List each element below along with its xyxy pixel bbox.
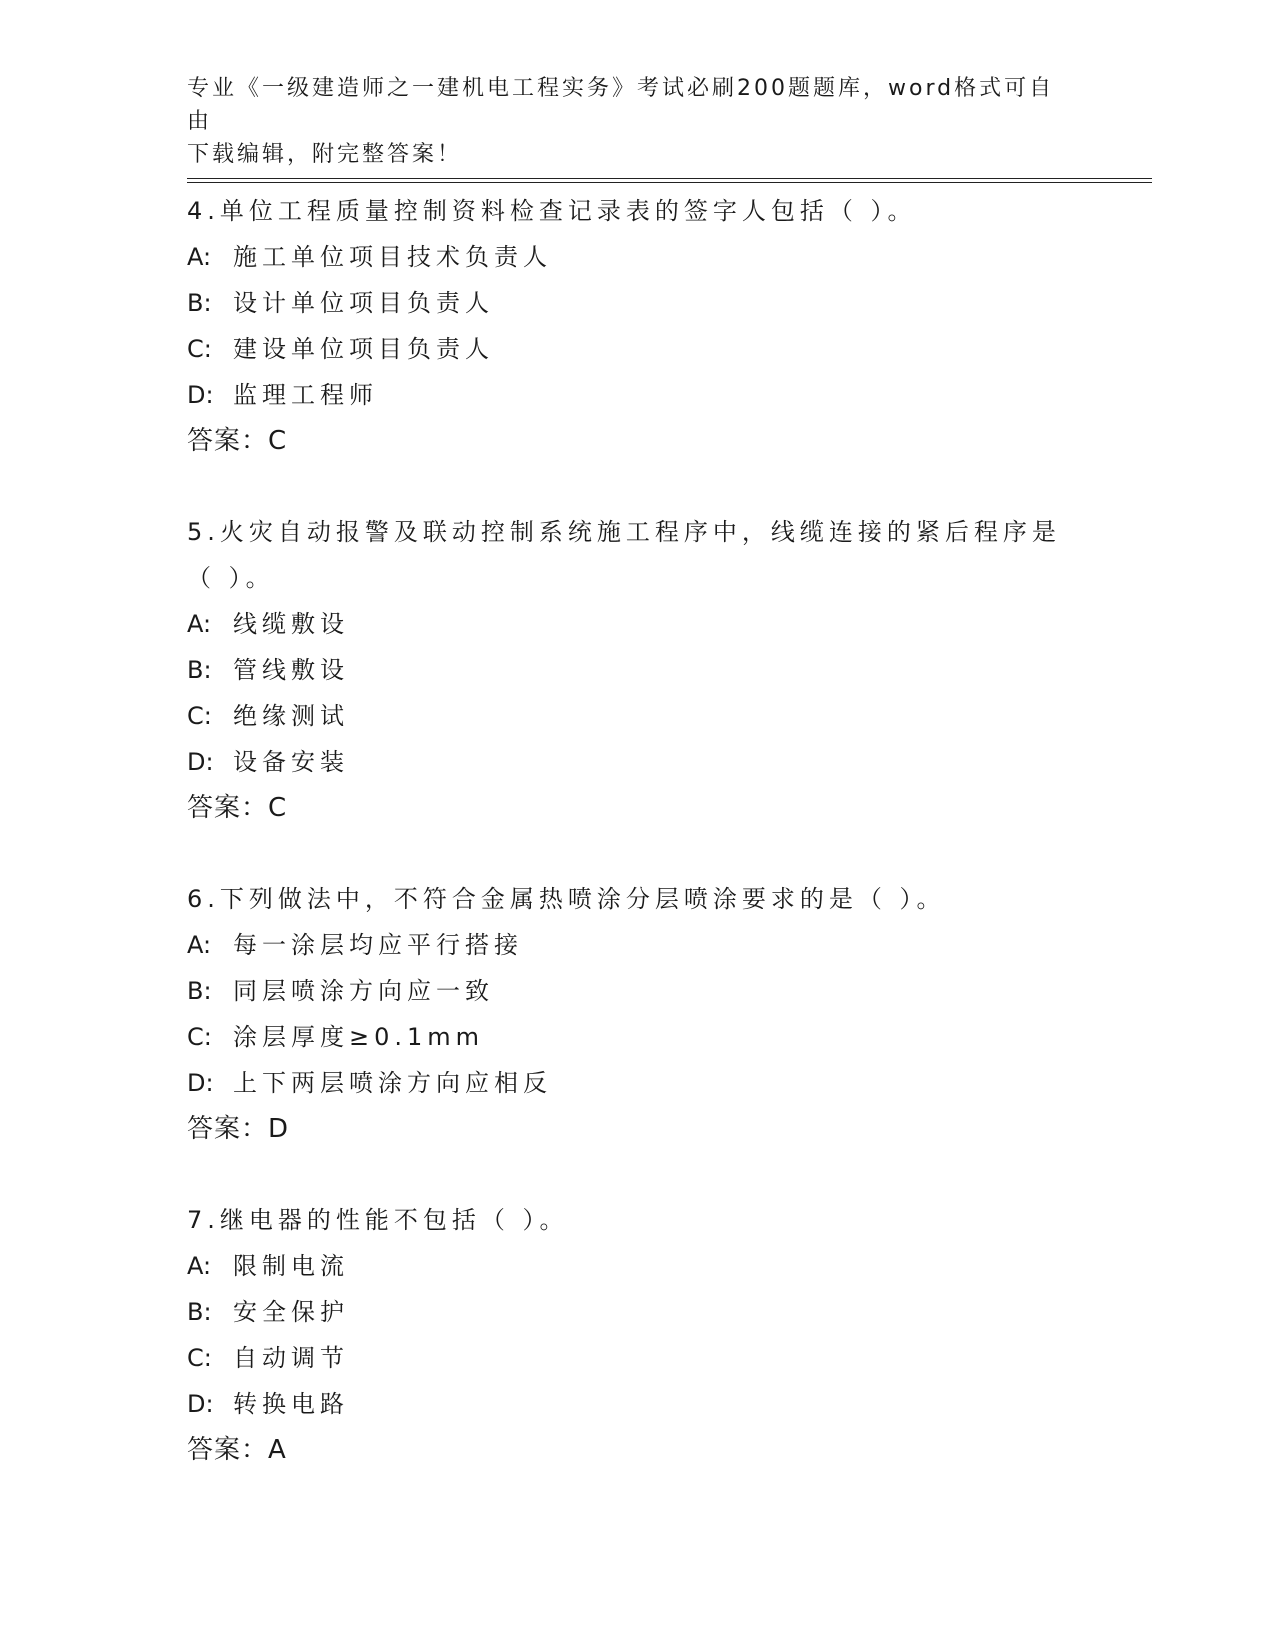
option-letter: B:	[187, 1298, 212, 1326]
option-text: 上下两层喷涂方向应相反	[233, 1069, 552, 1097]
option-d	[187, 739, 1087, 785]
option-letter: A:	[187, 610, 212, 638]
option-letter: B:	[187, 977, 212, 1005]
option-letter: D:	[187, 748, 214, 776]
answer-line: 答案：C	[187, 793, 288, 823]
question-4	[187, 188, 1087, 464]
question-7	[187, 1197, 1087, 1473]
option-a	[187, 1243, 1087, 1289]
option-d	[187, 1060, 1087, 1106]
option-letter: A:	[187, 1252, 212, 1280]
option-text: 监理工程师	[233, 381, 378, 409]
option-text: 建设单位项目负责人	[233, 335, 494, 363]
option-letter: B:	[187, 656, 212, 684]
option-text: 转换电路	[233, 1390, 349, 1418]
question-5	[187, 509, 1087, 831]
option-c	[187, 1335, 1087, 1381]
question-stem: 5.火灾自动报警及联动控制系统施工程序中，线缆连接的紧后程序是（ ）。	[187, 518, 1061, 592]
option-c	[187, 1014, 1087, 1060]
answer-line: 答案：A	[187, 1435, 287, 1465]
option-text: 自动调节	[233, 1344, 349, 1372]
option-text: 每一涂层均应平行搭接	[233, 931, 523, 959]
header-line-1: 专业《一级建造师之一建机电工程实务》考试必刷200题题库，word格式可自由	[187, 76, 1055, 134]
option-letter: A:	[187, 243, 212, 271]
option-letter: C:	[187, 702, 212, 730]
option-b	[187, 647, 1087, 693]
option-text: 绝缘测试	[233, 702, 349, 730]
answer-line: 答案：D	[187, 1114, 290, 1144]
option-letter: D:	[187, 381, 214, 409]
header-divider-top	[187, 178, 1152, 179]
option-a	[187, 922, 1087, 968]
option-text: 涂层厚度≥0.1mm	[233, 1023, 485, 1051]
option-b	[187, 968, 1087, 1014]
option-letter: D:	[187, 1069, 214, 1097]
option-text: 施工单位项目技术负责人	[233, 243, 552, 271]
option-a	[187, 234, 1087, 280]
question-stem: 4.单位工程质量控制资料检查记录表的签字人包括（ ）。	[187, 197, 917, 225]
option-text: 设计单位项目负责人	[233, 289, 494, 317]
header-line-2: 下载编辑，附完整答案！	[187, 142, 463, 167]
option-text: 安全保护	[233, 1298, 349, 1326]
option-d	[187, 372, 1087, 418]
header-divider-bottom	[187, 182, 1152, 183]
option-c	[187, 326, 1087, 372]
option-d	[187, 1381, 1087, 1427]
option-a	[187, 601, 1087, 647]
option-letter: B:	[187, 289, 212, 317]
option-letter: C:	[187, 1023, 212, 1051]
answer-line: 答案：C	[187, 426, 288, 456]
option-b	[187, 280, 1087, 326]
option-c	[187, 693, 1087, 739]
option-letter: C:	[187, 335, 212, 363]
option-text: 限制电流	[233, 1252, 349, 1280]
option-letter: D:	[187, 1390, 214, 1418]
option-text: 设备安装	[233, 748, 349, 776]
question-6	[187, 876, 1087, 1152]
document-header	[187, 72, 1067, 171]
option-text: 同层喷涂方向应一致	[233, 977, 494, 1005]
question-stem: 6.下列做法中，不符合金属热喷涂分层喷涂要求的是（ ）。	[187, 885, 946, 913]
option-text: 线缆敷设	[233, 610, 349, 638]
option-b	[187, 1289, 1087, 1335]
question-list	[187, 188, 1087, 1518]
question-stem: 7.继电器的性能不包括（ ）。	[187, 1206, 569, 1234]
option-letter: A:	[187, 931, 212, 959]
option-letter: C:	[187, 1344, 212, 1372]
option-text: 管线敷设	[233, 656, 349, 684]
